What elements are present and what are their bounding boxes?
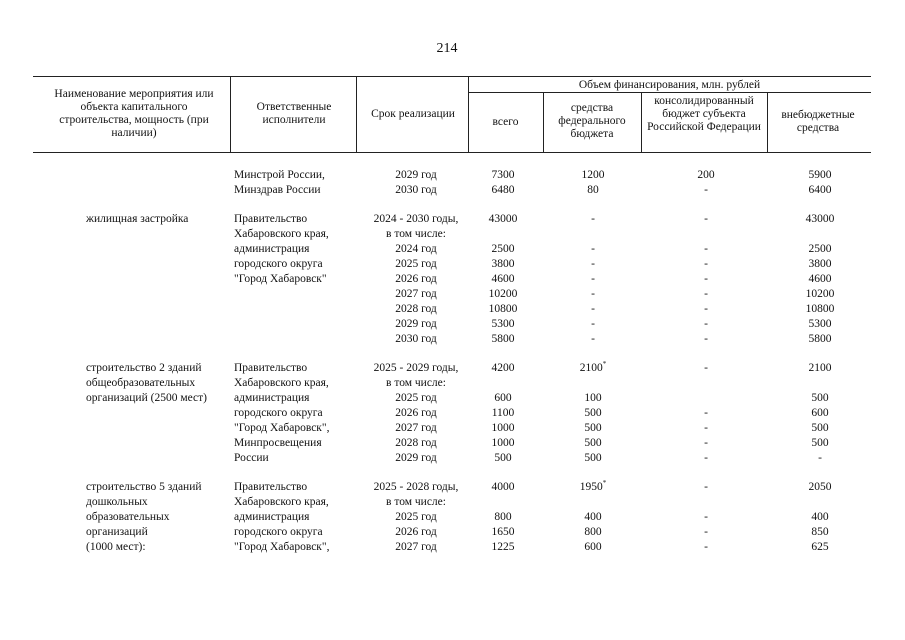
col-divider bbox=[356, 76, 357, 152]
total-cell: 43000 bbox=[488, 213, 518, 225]
term-cell: в том числе: bbox=[386, 228, 446, 240]
regional-cell: - bbox=[704, 422, 708, 434]
term-cell: 2029 год bbox=[395, 452, 437, 464]
total-cell: 10200 bbox=[488, 288, 518, 300]
regional-cell: - bbox=[704, 258, 708, 270]
table-top-rule bbox=[33, 76, 871, 77]
extra-cell: 2100 bbox=[808, 362, 832, 374]
total-cell: 10800 bbox=[488, 303, 518, 315]
responsible-line: "Город Хабаровск", bbox=[234, 541, 330, 553]
responsible-line: Минздрав России bbox=[234, 184, 321, 196]
regional-cell: - bbox=[704, 526, 708, 538]
regional-cell: - bbox=[704, 481, 708, 493]
term-cell: 2025 - 2029 годы, bbox=[373, 362, 459, 374]
extra-cell: 625 bbox=[811, 541, 829, 553]
total-cell: 5300 bbox=[491, 318, 515, 330]
federal-cell: 1950* bbox=[579, 479, 607, 493]
total-cell: 4600 bbox=[491, 273, 515, 285]
page-number: 214 bbox=[436, 41, 458, 56]
extra-cell: 43000 bbox=[805, 213, 835, 225]
responsible-line: Правительство bbox=[234, 213, 308, 225]
term-cell: 2025 год bbox=[395, 392, 437, 404]
term-cell: 2026 год bbox=[395, 526, 437, 538]
col-divider bbox=[641, 92, 642, 152]
header-responsible: Ответственные исполнители bbox=[256, 101, 332, 126]
total-cell: 3800 bbox=[491, 258, 515, 270]
regional-cell: 200 bbox=[697, 169, 715, 181]
regional-cell: - bbox=[704, 437, 708, 449]
responsible-line: России bbox=[234, 452, 269, 464]
federal-cell: 500 bbox=[584, 437, 602, 449]
federal-cell: - bbox=[591, 273, 595, 285]
item-name-line: (1000 мест): bbox=[86, 541, 146, 553]
total-cell: 1000 bbox=[491, 422, 515, 434]
federal-cell: - bbox=[591, 213, 595, 225]
extra-cell: 5800 bbox=[808, 333, 832, 345]
term-cell: 2028 год bbox=[395, 303, 437, 315]
federal-cell: 600 bbox=[584, 541, 602, 553]
regional-cell: - bbox=[704, 511, 708, 523]
federal-cell: 2100* bbox=[579, 360, 607, 374]
total-cell: 7300 bbox=[491, 169, 515, 181]
extra-cell: 4600 bbox=[808, 273, 832, 285]
regional-cell: - bbox=[704, 184, 708, 196]
responsible-line: Правительство bbox=[234, 362, 308, 374]
total-cell: 4200 bbox=[491, 362, 515, 374]
extra-cell: 6400 bbox=[808, 184, 832, 196]
header-extra: внебюджетные средства bbox=[781, 109, 855, 134]
item-name-line: строительство 2 зданий bbox=[86, 362, 202, 374]
term-cell: 2028 год bbox=[395, 437, 437, 449]
term-cell: 2026 год bbox=[395, 407, 437, 419]
item-name-line: организаций (2500 мест) bbox=[86, 392, 207, 404]
term-cell: 2030 год bbox=[395, 333, 437, 345]
total-cell: 4000 bbox=[491, 481, 515, 493]
item-name-line: общеобразовательных bbox=[86, 377, 196, 389]
extra-cell: 5900 bbox=[808, 169, 832, 181]
regional-cell: - bbox=[704, 318, 708, 330]
term-cell: 2024 год bbox=[395, 243, 437, 255]
regional-cell: - bbox=[704, 213, 708, 225]
total-cell: 600 bbox=[494, 392, 512, 404]
item-name-line: образовательных bbox=[86, 511, 170, 523]
responsible-line: администрация bbox=[234, 511, 310, 523]
total-cell: 500 bbox=[494, 452, 512, 464]
total-cell: 6480 bbox=[491, 184, 515, 196]
term-cell: 2029 год bbox=[395, 169, 437, 181]
item-name-line: строительство 5 зданий bbox=[86, 481, 202, 493]
extra-cell: 5300 bbox=[808, 318, 832, 330]
extra-cell: 10800 bbox=[805, 303, 835, 315]
responsible-line: Правительство bbox=[234, 481, 308, 493]
total-cell: 800 bbox=[494, 511, 512, 523]
footnote-mark: * bbox=[602, 360, 607, 369]
regional-cell: - bbox=[704, 541, 708, 553]
extra-cell: 600 bbox=[811, 407, 829, 419]
federal-cell: 80 bbox=[587, 184, 599, 196]
federal-cell: - bbox=[591, 258, 595, 270]
term-cell: 2027 год bbox=[395, 422, 437, 434]
federal-cell: 500 bbox=[584, 452, 602, 464]
regional-cell: - bbox=[704, 303, 708, 315]
federal-cell: - bbox=[591, 243, 595, 255]
responsible-line: Минстрой России, bbox=[234, 169, 325, 181]
responsible-line: городского округа bbox=[234, 407, 323, 419]
footnote-mark: * bbox=[602, 479, 607, 488]
header-federal: средства федерального бюджета bbox=[558, 102, 626, 140]
regional-cell: - bbox=[704, 407, 708, 419]
item-name-line: организаций bbox=[86, 526, 148, 538]
federal-cell: 500 bbox=[584, 407, 602, 419]
funding-rule bbox=[468, 92, 871, 93]
extra-cell: 2500 bbox=[808, 243, 832, 255]
extra-cell: - bbox=[818, 452, 822, 464]
total-cell: 1225 bbox=[491, 541, 515, 553]
header-term: Срок реализации bbox=[371, 108, 455, 120]
extra-cell: 500 bbox=[811, 437, 829, 449]
col-divider bbox=[543, 92, 544, 152]
extra-cell: 2050 bbox=[808, 481, 832, 493]
header-bottom-rule bbox=[33, 152, 871, 153]
extra-cell: 10200 bbox=[805, 288, 835, 300]
responsible-line: городского округа bbox=[234, 526, 323, 538]
responsible-line: администрация bbox=[234, 392, 310, 404]
federal-cell: - bbox=[591, 318, 595, 330]
responsible-line: администрация bbox=[234, 243, 310, 255]
total-cell: 5800 bbox=[491, 333, 515, 345]
responsible-line: "Город Хабаровск" bbox=[234, 273, 327, 285]
regional-cell: - bbox=[704, 288, 708, 300]
col-divider bbox=[767, 92, 768, 152]
term-cell: 2027 год bbox=[395, 541, 437, 553]
term-cell: 2025 - 2028 годы, bbox=[373, 481, 459, 493]
extra-cell: 850 bbox=[811, 526, 829, 538]
federal-cell: - bbox=[591, 303, 595, 315]
responsible-line: Хабаровского края, bbox=[234, 496, 329, 508]
responsible-line: Хабаровского края, bbox=[234, 228, 329, 240]
federal-cell: - bbox=[591, 333, 595, 345]
header-total: всего bbox=[492, 116, 519, 128]
responsible-line: "Город Хабаровск", bbox=[234, 422, 330, 434]
header-name: Наименование мероприятия или объекта капитального строительства, мощность (при наличии) bbox=[54, 88, 214, 139]
extra-cell: 500 bbox=[811, 422, 829, 434]
federal-cell: 800 bbox=[584, 526, 602, 538]
responsible-line: Минпросвещения bbox=[234, 437, 322, 449]
federal-cell: - bbox=[591, 288, 595, 300]
federal-cell: 1200 bbox=[581, 169, 605, 181]
term-cell: 2025 год bbox=[395, 511, 437, 523]
header-regional: консолидированный бюджет субъекта Российской Федерации bbox=[647, 95, 761, 133]
item-name-line: жилищная застройка bbox=[86, 213, 189, 225]
term-cell: 2027 год bbox=[395, 288, 437, 300]
total-cell: 1000 bbox=[491, 437, 515, 449]
term-cell: 2030 год bbox=[395, 184, 437, 196]
extra-cell: 400 bbox=[811, 511, 829, 523]
regional-cell: - bbox=[704, 362, 708, 374]
term-cell: 2026 год bbox=[395, 273, 437, 285]
header-funding: Объем финансирования, млн. рублей bbox=[578, 79, 761, 91]
col-divider bbox=[230, 76, 231, 152]
federal-cell: 500 bbox=[584, 422, 602, 434]
total-cell: 2500 bbox=[491, 243, 515, 255]
item-name-line: дошкольных bbox=[86, 496, 148, 508]
extra-cell: 3800 bbox=[808, 258, 832, 270]
term-cell: 2029 год bbox=[395, 318, 437, 330]
total-cell: 1650 bbox=[491, 526, 515, 538]
regional-cell: - bbox=[704, 273, 708, 285]
federal-cell: 400 bbox=[584, 511, 602, 523]
regional-cell: - bbox=[704, 452, 708, 464]
responsible-line: городского округа bbox=[234, 258, 323, 270]
federal-cell: 100 bbox=[584, 392, 602, 404]
term-cell: 2025 год bbox=[395, 258, 437, 270]
term-cell: в том числе: bbox=[386, 377, 446, 389]
regional-cell: - bbox=[704, 243, 708, 255]
responsible-line: Хабаровского края, bbox=[234, 377, 329, 389]
term-cell: в том числе: bbox=[386, 496, 446, 508]
extra-cell: 500 bbox=[811, 392, 829, 404]
term-cell: 2024 - 2030 годы, bbox=[373, 213, 459, 225]
regional-cell: - bbox=[704, 333, 708, 345]
total-cell: 1100 bbox=[491, 407, 515, 419]
